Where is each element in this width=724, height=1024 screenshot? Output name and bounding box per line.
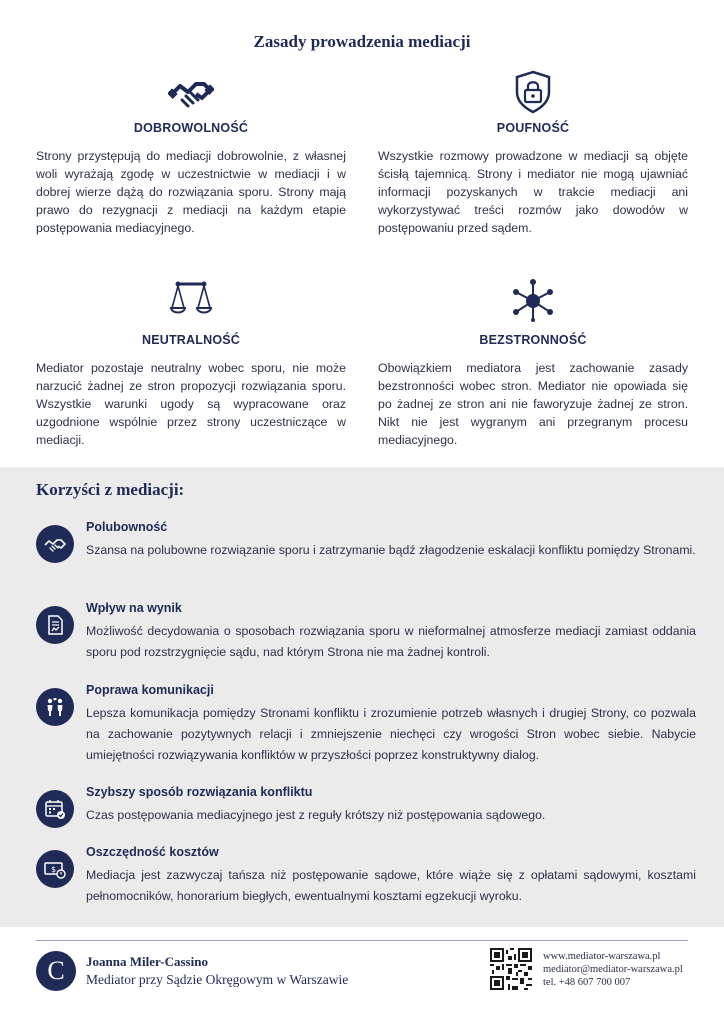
principle-heading: POUFNOŚĆ [496,121,570,135]
money-icon [36,850,74,888]
people-talking-icon [36,688,74,726]
benefits-title: Korzyści z mediacji: [36,480,185,499]
benefit-text: Mediacja jest zazwyczaj tańsza niż postępowanie sądowe, które wiąże się z opłatami sądowymi, kosztami pełnomocników, honorarium biegłych, ewentualnymi kosztami egzekucji wyroku. [86,868,696,903]
principle-heading: NEUTRALNOŚĆ [141,333,241,347]
benefit-title: Poprawa komunikacji [86,683,214,697]
network-icon [510,278,556,322]
principle-text: Wszystkie rozmowy prowadzone w mediacji są objęte ścisłą tajemnicą. Strony i mediator nie mogą ujawniać informacji pozyskanych w trakcie mediacji ani wykorzystywać treści rozmów jako dowodów w postępowaniu przed sądem. [378,149,688,235]
qr-code-icon [490,948,532,990]
benefit-text: Lepsza komunikacja pomiędzy Stronami konfliktu i zrozumienie potrzeb własnych i drugiej Strony, co pozwala na zachowanie pozytywnych relacji i zmniejszenie niechęci czy wrogości Stron wobec siebie. Nabycie umiejętności rozwiązywania konfliktów w przyszłości poprzez konstruktywny dialog. [86,706,696,762]
benefit-title: Oszczędność kosztów [86,845,219,859]
email-link[interactable]: mediator@mediator-warszawa.pl [543,964,683,975]
website-link[interactable]: www.mediator-warszawa.pl [543,951,661,962]
benefit-text: Szansa na polubowne rozwiązanie sporu i zatrzymanie bądź złagodzenie eskalacji konfliktu pomiędzy Stronami. [86,543,696,557]
page-title: Zasady prowadzenia mediacji [253,32,471,51]
phone-number: tel. +48 607 700 007 [543,977,631,988]
document-chart-icon [36,606,74,644]
logo: C [36,951,76,991]
handshake-icon [168,70,214,114]
shield-lock-icon [510,70,556,114]
benefit-title: Wpływ na wynik [86,601,182,615]
calendar-check-icon [36,790,74,828]
benefit-title: Szybszy sposób rozwiązania konfliktu [86,785,313,799]
mediator-role: Mediator przy Sądzie Okręgowym w Warszawie [86,972,349,987]
principle-text: Strony przystępują do mediacji dobrowolnie, z własnej woli wyrażają zgodę w uczestnictwie w mediacji i w dobrej wierze dążą do rozwiązania sporu. Strony mają prawo do rezygnacji z mediacji na każdym etapie postępowania mediacyjnego. [36,149,346,235]
principle-heading: BEZSTRONNOŚĆ [479,333,587,347]
benefit-text: Możliwość decydowania o sposobach rozwiązania sporu w nieformalnej atmosferze mediacji zamiast oddania sporu pod rozstrzygnięcie sądu, nad którym Strona nie ma żadnej kontroli. [86,624,696,659]
footer-divider [36,940,688,941]
benefit-text: Czas postępowania mediacyjnego jest z reguły krótszy niż postępowania sądowego. [86,808,546,822]
mediator-name: Joanna Miler-Cassino [86,954,208,969]
principle-text: Obowiązkiem mediatora jest zachowanie zasady bezstronności wobec stron. Mediator nie opowiada się po żadnej ze stron ani nie faworyzuje żadnej ze stron. Nikt nie jest wygranym ani przegranym procesu mediacyjnego. [378,361,688,447]
principle-text: Mediator pozostaje neutralny wobec sporu, nie może narzucić żadnej ze stron propozycji rozwiązania sporu. Wszystkie warunki ugody są wypracowane oraz uzgodnione wspólnie przez strony uczestniczące w mediacji. [36,361,346,447]
svg-text:$: $ [50,865,57,874]
handshake-icon [36,525,74,563]
scales-icon [168,278,214,322]
principle-heading: DOBROWOLNOŚĆ [133,121,249,135]
benefit-title: Polubowność [86,520,168,534]
